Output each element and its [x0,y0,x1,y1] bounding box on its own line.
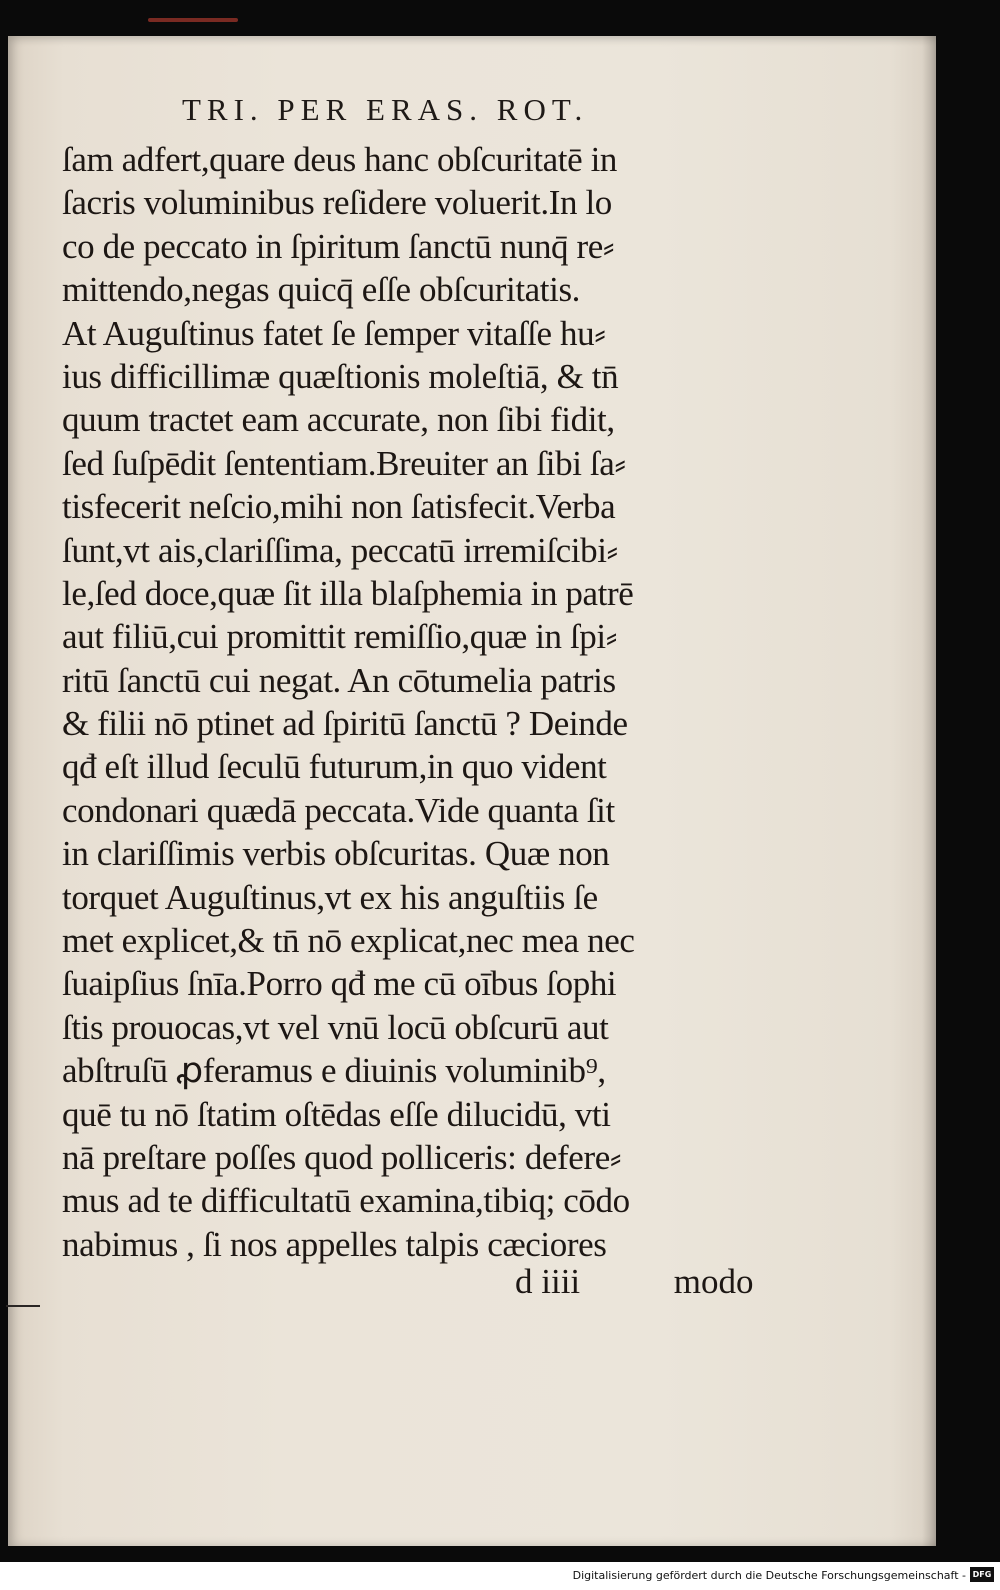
text-line: mus ad te difficultatū examina,tibiq; cōdo [62,1181,630,1221]
text-line: qđ eſt illud ſeculū futurum,in quo vident [62,747,607,787]
text-line: tisfecerit neſcio,mihi non ſatisfecit.Verba [62,487,616,527]
bookmark-ribbon [148,18,238,22]
text-line: ſuaipſius ſnīa.Porro qđ me cū oībus ſophi [62,964,617,1004]
catchwords [515,1262,775,1302]
text-line: ſtis prouocas,vt vel vnū locū obſcurū aut [62,1007,609,1047]
text-line: quum tractet eam accurate, non ſibi fidit, [62,400,615,440]
text-line: ritū ſanctū cui negat. An cōtumelia patris [62,660,616,700]
text-line: & filii nō ptinet ad ſpiritū ſanctū ? Deinde [62,704,628,744]
text-line: aut filiū,cui promittit remiſſio,quæ in ſpi⸗ [62,617,617,657]
signature-mark: d iiii [515,1262,581,1301]
text-line: ſunt,vt ais,clariſſima, peccatū irremiſcibi⸗ [62,530,618,570]
catchword: modo [673,1262,754,1301]
text-block [62,138,762,1266]
text-line: le,ſed doce,quæ ſit illa blaſphemia in patrē [62,573,634,613]
text-line: At Auguſtinus fatet ſe ſemper vitaſſe hu⸗ [62,313,606,353]
text-line: ſam adfert,quare deus hanc obſcuritatē in [62,140,618,179]
text-line: ſed ſuſpēdit ſententiam.Breuiter an ſibi ſa⸗ [62,443,626,483]
text-line: torquet Auguſtinus,vt ex his anguſtiis ſe [62,877,598,917]
text-line: ſacris voluminibus reſidere voluerit.In lo [62,183,612,223]
text-line: nā preſtare poſſes quod polliceris: defere⸗ [62,1137,622,1177]
text-line: nabimus , ſi nos appelles talpis cæciores [62,1224,607,1264]
text-line: co de peccato in ſpiritum ſanctū nunq̄ re⸗ [62,226,615,266]
footer-credit: Digitalisierung gefördert durch die Deutsche Forschungsgemeinschaft - [572,1569,966,1582]
text-line: in clariſſimis verbis obſcuritas. Quæ non [62,834,610,874]
text-line: mittendo,negas quicq̄ eſſe obſcuritatis. [62,270,581,310]
text-line: ius difficillimæ quæſtionis moleſtiā, & tn̄ [62,356,619,396]
text-line: condonari quædā peccata.Vide quanta ſit [62,790,615,830]
page-edge-mark [6,1305,40,1307]
text-line: abſtruſū ꝓferamus e diuinis voluminib⁹, [62,1051,606,1091]
text-line: quē tu nō ſtatim oſtēdas eſſe dilucidū, vti [62,1094,611,1134]
running-head: TRI. PER ERAS. ROT. [182,92,589,127]
dfg-logo-icon: DFG [970,1567,994,1582]
text-line: met explicet,& tn̄ nō explicat,nec mea nec [62,921,635,961]
